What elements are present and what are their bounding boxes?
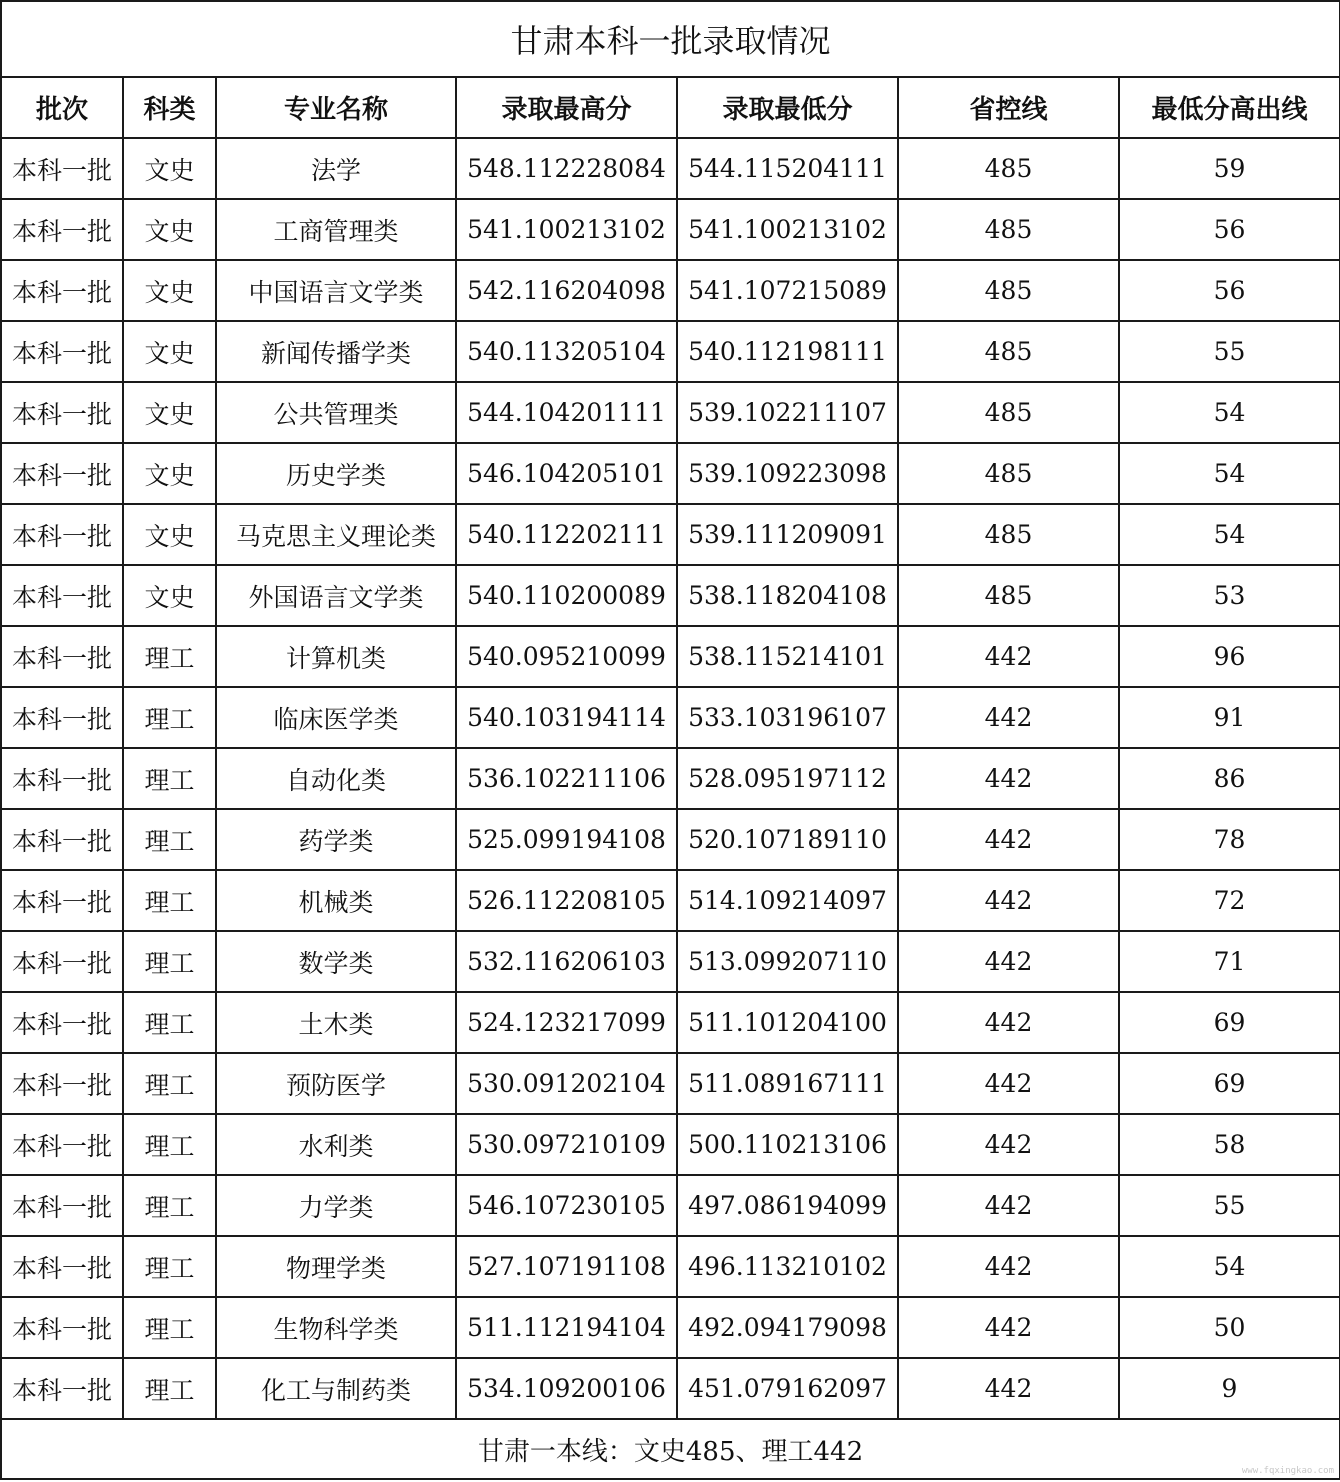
cell-control-line: 442 xyxy=(898,1053,1119,1114)
cell-category: 理工 xyxy=(123,687,216,748)
cell-category: 理工 xyxy=(123,1114,216,1175)
cell-control-line: 442 xyxy=(898,1236,1119,1297)
cell-min-score: 539.102211107 xyxy=(677,382,898,443)
cell-max-score: 540.110200089 xyxy=(456,565,677,626)
cell-major: 药学类 xyxy=(216,809,456,870)
cell-max-score: 540.113205104 xyxy=(456,321,677,382)
cell-major: 土木类 xyxy=(216,992,456,1053)
cell-category: 理工 xyxy=(123,1053,216,1114)
cell-batch: 本科一批 xyxy=(1,382,123,443)
table-row xyxy=(1,199,1340,260)
cell-batch: 本科一批 xyxy=(1,687,123,748)
cell-major: 工商管理类 xyxy=(216,199,456,260)
cell-above-line: 54 xyxy=(1119,504,1340,565)
cell-max-score: 536.102211106 xyxy=(456,748,677,809)
table-row xyxy=(1,748,1340,809)
cell-min-score: 538.115214101 xyxy=(677,626,898,687)
cell-above-line: 86 xyxy=(1119,748,1340,809)
cell-min-score: 539.111209091 xyxy=(677,504,898,565)
cell-batch: 本科一批 xyxy=(1,321,123,382)
table-row xyxy=(1,931,1340,992)
cell-above-line: 91 xyxy=(1119,687,1340,748)
cell-major: 中国语言文学类 xyxy=(216,260,456,321)
cell-min-score: 544.115204111 xyxy=(677,138,898,199)
cell-major: 公共管理类 xyxy=(216,382,456,443)
cell-batch: 本科一批 xyxy=(1,199,123,260)
cell-major: 历史学类 xyxy=(216,443,456,504)
cell-min-score: 500.110213106 xyxy=(677,1114,898,1175)
cell-control-line: 442 xyxy=(898,870,1119,931)
cell-batch: 本科一批 xyxy=(1,809,123,870)
cell-above-line: 54 xyxy=(1119,1236,1340,1297)
cell-min-score: 511.101204100 xyxy=(677,992,898,1053)
cell-control-line: 485 xyxy=(898,260,1119,321)
cell-max-score: 524.123217099 xyxy=(456,992,677,1053)
cell-batch: 本科一批 xyxy=(1,992,123,1053)
cell-above-line: 55 xyxy=(1119,321,1340,382)
cell-min-score: 513.099207110 xyxy=(677,931,898,992)
cell-batch: 本科一批 xyxy=(1,626,123,687)
cell-above-line: 50 xyxy=(1119,1297,1340,1358)
table-row xyxy=(1,809,1340,870)
cell-control-line: 442 xyxy=(898,748,1119,809)
cell-above-line: 53 xyxy=(1119,565,1340,626)
cell-category: 文史 xyxy=(123,138,216,199)
cell-min-score: 541.100213102 xyxy=(677,199,898,260)
header-min-score: 录取最低分 xyxy=(677,77,898,138)
cell-min-score: 541.107215089 xyxy=(677,260,898,321)
cell-batch: 本科一批 xyxy=(1,138,123,199)
table-row xyxy=(1,382,1340,443)
cell-major: 物理学类 xyxy=(216,1236,456,1297)
cell-control-line: 442 xyxy=(898,931,1119,992)
cell-max-score: 526.112208105 xyxy=(456,870,677,931)
cell-major: 计算机类 xyxy=(216,626,456,687)
cell-category: 理工 xyxy=(123,870,216,931)
table-row xyxy=(1,1236,1340,1297)
cell-above-line: 96 xyxy=(1119,626,1340,687)
cell-major: 水利类 xyxy=(216,1114,456,1175)
cell-above-line: 54 xyxy=(1119,382,1340,443)
cell-category: 文史 xyxy=(123,565,216,626)
table-row xyxy=(1,1053,1340,1114)
table-row xyxy=(1,1114,1340,1175)
watermark: www.fqxingkao.com xyxy=(1241,1466,1334,1476)
cell-control-line: 442 xyxy=(898,1114,1119,1175)
cell-category: 文史 xyxy=(123,260,216,321)
cell-category: 理工 xyxy=(123,626,216,687)
cell-min-score: 520.107189110 xyxy=(677,809,898,870)
cell-max-score: 511.112194104 xyxy=(456,1297,677,1358)
cell-max-score: 540.112202111 xyxy=(456,504,677,565)
cell-control-line: 485 xyxy=(898,199,1119,260)
cell-max-score: 534.109200106 xyxy=(456,1358,677,1419)
cell-min-score: 496.113210102 xyxy=(677,1236,898,1297)
cell-major: 数学类 xyxy=(216,931,456,992)
table-row xyxy=(1,992,1340,1053)
cell-control-line: 485 xyxy=(898,504,1119,565)
cell-above-line: 69 xyxy=(1119,992,1340,1053)
cell-min-score: 539.109223098 xyxy=(677,443,898,504)
cell-above-line: 56 xyxy=(1119,260,1340,321)
cell-category: 理工 xyxy=(123,992,216,1053)
table-row xyxy=(1,870,1340,931)
cell-min-score: 451.079162097 xyxy=(677,1358,898,1419)
cell-max-score: 544.104201111 xyxy=(456,382,677,443)
cell-max-score: 542.116204098 xyxy=(456,260,677,321)
cell-category: 文史 xyxy=(123,443,216,504)
cell-above-line: 72 xyxy=(1119,870,1340,931)
table-row xyxy=(1,443,1340,504)
table-body xyxy=(1,138,1340,1419)
cell-batch: 本科一批 xyxy=(1,1175,123,1236)
table-row xyxy=(1,565,1340,626)
cell-above-line: 54 xyxy=(1119,443,1340,504)
header-major: 专业名称 xyxy=(216,77,456,138)
cell-control-line: 442 xyxy=(898,1175,1119,1236)
cell-control-line: 485 xyxy=(898,138,1119,199)
cell-major: 马克思主义理论类 xyxy=(216,504,456,565)
cell-control-line: 485 xyxy=(898,565,1119,626)
cell-batch: 本科一批 xyxy=(1,504,123,565)
cell-min-score: 497.086194099 xyxy=(677,1175,898,1236)
table-title: 甘肃本科一批录取情况 xyxy=(1,1,1340,77)
cell-batch: 本科一批 xyxy=(1,748,123,809)
table-row xyxy=(1,504,1340,565)
table-row xyxy=(1,138,1340,199)
cell-category: 文史 xyxy=(123,321,216,382)
cell-control-line: 442 xyxy=(898,626,1119,687)
cell-max-score: 548.112228084 xyxy=(456,138,677,199)
cell-max-score: 546.104205101 xyxy=(456,443,677,504)
cell-batch: 本科一批 xyxy=(1,870,123,931)
cell-category: 理工 xyxy=(123,1358,216,1419)
cell-max-score: 525.099194108 xyxy=(456,809,677,870)
cell-control-line: 485 xyxy=(898,382,1119,443)
cell-batch: 本科一批 xyxy=(1,443,123,504)
cell-max-score: 527.107191108 xyxy=(456,1236,677,1297)
cell-major: 化工与制药类 xyxy=(216,1358,456,1419)
cell-min-score: 492.094179098 xyxy=(677,1297,898,1358)
cell-category: 理工 xyxy=(123,748,216,809)
cell-control-line: 442 xyxy=(898,809,1119,870)
cell-above-line: 71 xyxy=(1119,931,1340,992)
table-row xyxy=(1,1358,1340,1419)
table-footer-note: 甘肃一本线：文史485、理工442 xyxy=(1,1419,1340,1479)
cell-category: 理工 xyxy=(123,1175,216,1236)
header-category: 科类 xyxy=(123,77,216,138)
cell-above-line: 9 xyxy=(1119,1358,1340,1419)
header-max-score: 录取最高分 xyxy=(456,77,677,138)
table-row xyxy=(1,626,1340,687)
cell-category: 理工 xyxy=(123,1236,216,1297)
cell-category: 理工 xyxy=(123,931,216,992)
header-control-line: 省控线 xyxy=(898,77,1119,138)
cell-max-score: 540.095210099 xyxy=(456,626,677,687)
cell-above-line: 78 xyxy=(1119,809,1340,870)
cell-batch: 本科一批 xyxy=(1,931,123,992)
cell-control-line: 485 xyxy=(898,443,1119,504)
cell-min-score: 511.089167111 xyxy=(677,1053,898,1114)
cell-major: 新闻传播学类 xyxy=(216,321,456,382)
cell-major: 外国语言文学类 xyxy=(216,565,456,626)
cell-max-score: 530.097210109 xyxy=(456,1114,677,1175)
cell-major: 法学 xyxy=(216,138,456,199)
table-row xyxy=(1,1175,1340,1236)
cell-min-score: 538.118204108 xyxy=(677,565,898,626)
cell-category: 文史 xyxy=(123,199,216,260)
cell-category: 理工 xyxy=(123,809,216,870)
cell-above-line: 55 xyxy=(1119,1175,1340,1236)
cell-batch: 本科一批 xyxy=(1,1358,123,1419)
cell-above-line: 58 xyxy=(1119,1114,1340,1175)
cell-major: 力学类 xyxy=(216,1175,456,1236)
cell-above-line: 59 xyxy=(1119,138,1340,199)
cell-category: 文史 xyxy=(123,382,216,443)
table-row xyxy=(1,260,1340,321)
cell-max-score: 540.103194114 xyxy=(456,687,677,748)
cell-category: 文史 xyxy=(123,504,216,565)
cell-batch: 本科一批 xyxy=(1,1297,123,1358)
cell-major: 临床医学类 xyxy=(216,687,456,748)
cell-major: 预防医学 xyxy=(216,1053,456,1114)
cell-max-score: 546.107230105 xyxy=(456,1175,677,1236)
cell-control-line: 485 xyxy=(898,321,1119,382)
table-row xyxy=(1,321,1340,382)
cell-max-score: 541.100213102 xyxy=(456,199,677,260)
cell-batch: 本科一批 xyxy=(1,1053,123,1114)
cell-major: 生物科学类 xyxy=(216,1297,456,1358)
cell-control-line: 442 xyxy=(898,992,1119,1053)
header-above-line: 最低分高出线 xyxy=(1119,77,1340,138)
cell-control-line: 442 xyxy=(898,687,1119,748)
header-row xyxy=(1,77,1340,138)
cell-min-score: 540.112198111 xyxy=(677,321,898,382)
cell-major: 机械类 xyxy=(216,870,456,931)
cell-min-score: 528.095197112 xyxy=(677,748,898,809)
cell-max-score: 532.116206103 xyxy=(456,931,677,992)
cell-max-score: 530.091202104 xyxy=(456,1053,677,1114)
cell-batch: 本科一批 xyxy=(1,565,123,626)
cell-min-score: 533.103196107 xyxy=(677,687,898,748)
cell-batch: 本科一批 xyxy=(1,260,123,321)
cell-category: 理工 xyxy=(123,1297,216,1358)
table-row xyxy=(1,687,1340,748)
cell-above-line: 56 xyxy=(1119,199,1340,260)
cell-above-line: 69 xyxy=(1119,1053,1340,1114)
table-row xyxy=(1,1297,1340,1358)
cell-batch: 本科一批 xyxy=(1,1236,123,1297)
header-batch: 批次 xyxy=(1,77,123,138)
cell-control-line: 442 xyxy=(898,1297,1119,1358)
cell-batch: 本科一批 xyxy=(1,1114,123,1175)
cell-major: 自动化类 xyxy=(216,748,456,809)
cell-min-score: 514.109214097 xyxy=(677,870,898,931)
cell-control-line: 442 xyxy=(898,1358,1119,1419)
